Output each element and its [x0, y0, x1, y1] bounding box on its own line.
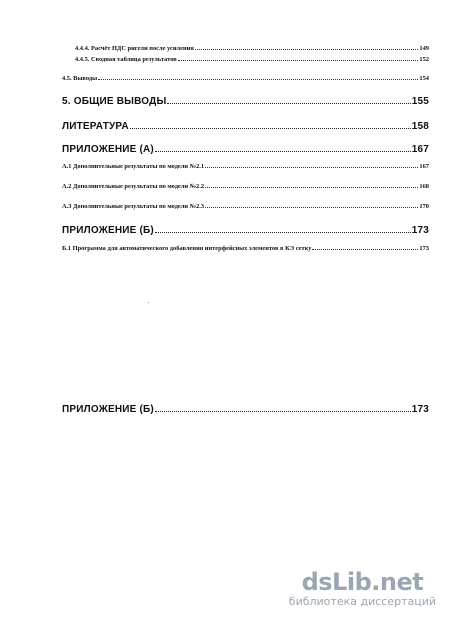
toc-entry-appendix-b-repeat[interactable]	[62, 404, 429, 415]
leader-dots	[178, 60, 419, 61]
toc-entry-a1[interactable]	[62, 163, 429, 170]
toc-entry-label: 4.4.5. Сводная таблица результатов	[75, 56, 177, 63]
leader-dots	[205, 167, 418, 168]
toc-entry-literature[interactable]	[62, 121, 429, 132]
leader-dots	[205, 187, 418, 188]
toc-entry-page: 173	[411, 404, 429, 415]
leader-dots	[155, 411, 411, 412]
toc-entry-4-4-5[interactable]	[75, 56, 429, 63]
toc-entry-a2[interactable]	[62, 183, 429, 190]
toc-entry-label: ЛИТЕРАТУРА	[62, 121, 129, 132]
toc-entry-label: ПРИЛОЖЕНИЕ (Б)	[62, 404, 154, 415]
toc-entry-page: 167	[419, 163, 429, 170]
leader-dots	[155, 232, 411, 233]
toc-entry-label: Б.1 Программа для автоматического добавления интерфейсных элементов в КЭ сетку	[62, 245, 312, 252]
toc-entry-label: 4.5. Выводы	[62, 75, 98, 82]
toc-entry-page: 152	[419, 56, 429, 63]
leader-dots	[155, 151, 411, 152]
toc-entry-label: А.1 Дополнительные результаты по модели №2.1	[62, 163, 205, 170]
toc-entry-page: 170	[419, 203, 429, 210]
leader-dots	[195, 49, 419, 50]
toc-entry-label: А.2 Дополнительные результаты по модели №2.2	[62, 183, 205, 190]
toc-entry-appendix-b[interactable]	[62, 225, 429, 236]
leader-dots	[130, 128, 411, 129]
scan-speck	[148, 302, 149, 303]
toc-entry-page: 154	[419, 75, 429, 82]
toc-entry-label: 4.4.4. Расчёт НДС ригели после усиления	[75, 45, 194, 52]
toc-entry-4-5[interactable]	[62, 75, 429, 82]
toc-entry-page: 173	[419, 245, 429, 252]
toc-entry-label: 5. ОБЩИЕ ВЫВОДЫ	[62, 96, 167, 107]
toc-entry-page: 149	[419, 45, 429, 52]
leader-dots	[205, 207, 418, 208]
watermark-subtitle: библиотека диссертаций	[288, 595, 436, 608]
watermark-brand: dsLib.net	[301, 568, 424, 596]
toc-entry-page: 158	[411, 121, 429, 132]
leader-dots	[98, 79, 418, 80]
leader-dots	[312, 249, 418, 250]
leader-dots	[167, 103, 410, 104]
toc-entry-4-4-4[interactable]	[75, 45, 429, 52]
toc-entry-page: 168	[419, 183, 429, 190]
watermark	[289, 569, 436, 608]
toc-entry-appendix-a[interactable]	[62, 144, 429, 155]
toc-entry-page: 167	[411, 144, 429, 155]
toc-entry-page: 173	[411, 225, 429, 236]
toc-entry-b1[interactable]	[62, 245, 429, 252]
toc-entry-label: А.3 Дополнительные результаты по модели №2.3	[62, 203, 205, 210]
toc-entry-label: ПРИЛОЖЕНИЕ (А)	[62, 144, 154, 155]
toc-entry-section-5[interactable]	[62, 96, 429, 107]
toc-entry-page: 155	[411, 96, 429, 107]
toc-entry-label: ПРИЛОЖЕНИЕ (Б)	[62, 225, 154, 236]
toc-entry-a3[interactable]	[62, 203, 429, 210]
